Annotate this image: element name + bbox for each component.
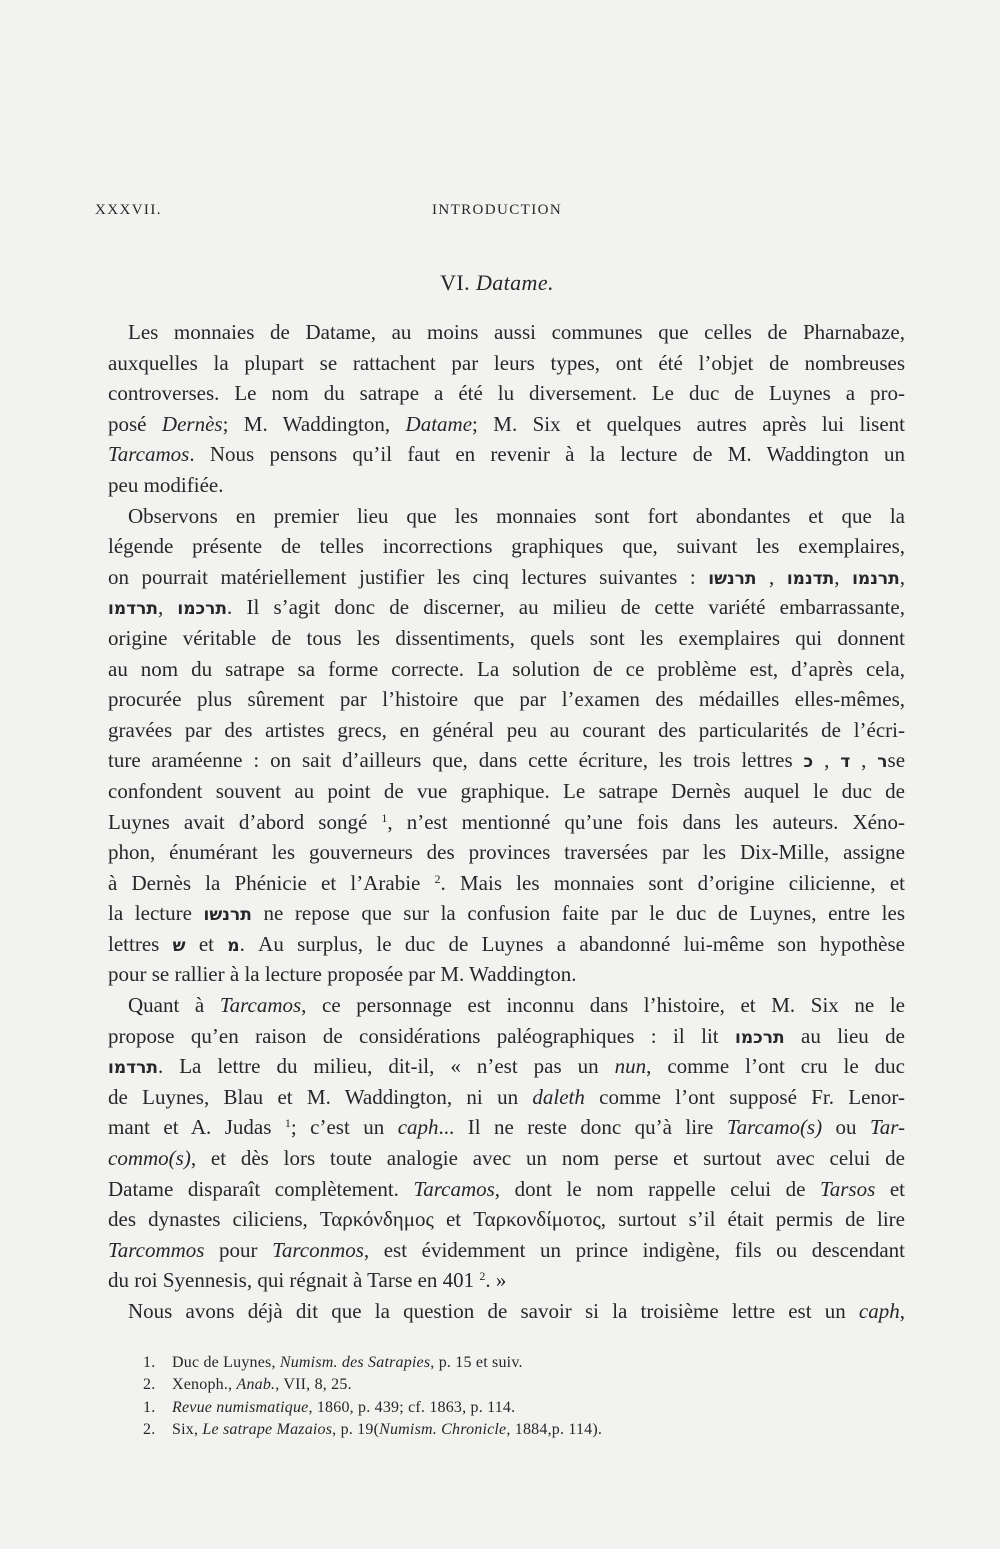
text-run: , (157, 595, 178, 620)
italic-text: Anab. (236, 1376, 276, 1394)
paragraph (108, 1296, 905, 1327)
text-line (108, 592, 905, 623)
text-line (108, 807, 905, 838)
text-run: phon, énumérant les gouverneurs des provinces traversées par les Dix-Mille, assigne (108, 840, 905, 865)
text-line (108, 348, 905, 379)
text-run: mant et A. Judas (108, 1115, 285, 1140)
text-run: comme l’ont supposé Fr. Lenor- (584, 1084, 905, 1109)
text-line (108, 1235, 905, 1266)
text-line (108, 562, 905, 593)
footnote-text (172, 1376, 352, 1393)
text-run: , est évidemment un prince indigène, fils ou descendant (363, 1237, 905, 1262)
italic-text: Tarconmos (272, 1237, 364, 1262)
text-run: , dont le nom rappelle celui de (494, 1176, 820, 1201)
footnote-text (172, 1354, 523, 1371)
text-run: Six, (172, 1421, 203, 1439)
text-line (108, 990, 905, 1021)
footnote-reference: 2 (434, 871, 441, 886)
italic-text: Revue numismatique (172, 1398, 309, 1416)
footnote-reference: 2 (479, 1269, 486, 1284)
text-line (108, 1174, 905, 1205)
italic-text: nun (614, 1054, 647, 1079)
footnote (143, 1352, 602, 1374)
text-line (108, 715, 905, 746)
text-line (108, 1051, 905, 1082)
text-run: , (813, 748, 841, 773)
hebrew-word: תרנמו (852, 568, 900, 589)
text-run: ture araméenne : on sait d’ailleurs que, dans cette écriture, les trois lettres (108, 748, 804, 773)
text-line (108, 378, 905, 409)
text-line (108, 1265, 905, 1296)
body-text (108, 317, 905, 1327)
italic-text: Datame (405, 411, 473, 436)
text-line (108, 317, 905, 348)
text-line (108, 868, 905, 899)
text-line (108, 837, 905, 868)
text-run: Nous avons déjà dit que la question de savoir si la troisième lettre est un (128, 1299, 859, 1323)
text-run: au lieu de (784, 1023, 905, 1048)
text-run: légende présente de telles incorrections graphiques que, suivant les exemplaires, (108, 534, 905, 559)
footnote-number: 2. (143, 1421, 156, 1439)
footnote-number: 2. (143, 1376, 156, 1394)
text-run: , 1860, p. 439; cf. 1863, p. 114. (308, 1398, 516, 1416)
text-line (108, 684, 905, 715)
text-run: , p. 15 et suiv. (430, 1354, 523, 1371)
italic-text: Dernès (161, 411, 223, 436)
italic-text: Tarcamos (108, 442, 190, 467)
text-run: pour se rallier à la lecture proposée par M. Waddington. (108, 962, 577, 987)
text-run: Datame disparaît complètement. (108, 1176, 414, 1201)
footnote-text (172, 1421, 602, 1438)
text-line (108, 776, 905, 807)
text-line (108, 1296, 905, 1327)
hebrew-word: ד (840, 752, 851, 773)
text-run: , ce personnage est inconnu dans l’histoire, et M. Six ne le (301, 993, 905, 1018)
text-run: Les monnaies de Datame, au moins aussi communes que celles de Pharnabaze, (128, 320, 905, 344)
text-line (108, 623, 905, 654)
text-run: à Dernès la Phénicie et l’Arabie (108, 870, 435, 895)
footnote (143, 1397, 602, 1419)
italic-text: caph (858, 1299, 900, 1323)
italic-text: Tarcamos (413, 1176, 495, 1201)
text-run: controverses. Le nom du satrape a été lu diversement. Le duc de Luynes a pro- (108, 381, 905, 406)
text-line (108, 1021, 905, 1052)
text-run: ; c’est un (290, 1115, 398, 1140)
text-run: . Mais les monnaies sont d’origine cilicienne, et (440, 870, 905, 895)
paragraph (108, 501, 905, 991)
hebrew-word: תרנשו (708, 568, 757, 589)
text-run: ne repose que sur la confusion faite par le duc de Luynes, entre les (251, 901, 906, 926)
italic-text: Numism. des Satrapies (279, 1354, 431, 1371)
text-run: . Il s’agit donc de discerner, au milieu de cette variété embarrassante, (227, 595, 905, 620)
page-number: XXXVII. (95, 202, 162, 218)
text-line (108, 1143, 905, 1174)
text-line (108, 1082, 905, 1113)
paragraph (108, 990, 905, 1296)
italic-text: Tarcamo(s) (726, 1115, 823, 1140)
text-run: on pourrait matériellement justifier les cinq lectures suivantes : (108, 564, 709, 589)
text-run: , 1884,p. 114). (506, 1421, 603, 1439)
text-run: propose qu’en raison de considérations paléographiques : il lit (108, 1023, 736, 1048)
text-run: , (899, 564, 906, 589)
hebrew-word: תרנשו (203, 905, 252, 926)
text-run: , comme l’ont cru le duc (646, 1054, 906, 1079)
text-run: ... Il ne reste donc qu’à lire (438, 1115, 727, 1140)
text-run: ; M. Waddington, (222, 411, 406, 436)
text-run: auxquelles la plupart se rattachent par leurs types, ont été l’objet de nombreuses (108, 350, 905, 375)
text-run: . » (485, 1268, 507, 1293)
footnote-reference: 1 (381, 810, 388, 825)
text-run: posé (108, 411, 162, 436)
italic-text: commo(s) (108, 1146, 191, 1171)
footnote-number: 1. (143, 1398, 156, 1416)
section-number: VI. (440, 270, 471, 295)
text-run: , (756, 564, 787, 589)
text-run: du roi Syennesis, qui régnait à Tarse en 401 (108, 1268, 480, 1293)
hebrew-word: כ (803, 752, 814, 773)
text-line (108, 959, 905, 990)
italic-text: Tarcommos (108, 1237, 205, 1262)
text-run: de Luynes, Blau et M. Waddington, ni un (108, 1084, 533, 1109)
text-line (108, 898, 905, 929)
text-run: , VII, 8, 25. (275, 1376, 352, 1394)
text-line (108, 654, 905, 685)
text-run: . La lettre du milieu, dit-il, « n’est pas un (157, 1054, 615, 1079)
hebrew-word: ר (877, 752, 888, 773)
hebrew-word: מ (227, 935, 240, 956)
text-run: Duc de Luynes, (172, 1354, 280, 1371)
italic-text: Numism. Chronicle (379, 1421, 507, 1439)
footnote (143, 1374, 602, 1396)
text-run: Xenoph., (172, 1376, 237, 1394)
text-run: au nom du satrape sa forme correcte. La solution de ce problème est, d’après cela, (108, 656, 905, 681)
text-run: et (185, 931, 228, 956)
italic-text: Tar- (870, 1115, 906, 1140)
section-heading (300, 269, 694, 297)
text-run: la lecture (108, 901, 204, 926)
text-run: pour (204, 1237, 273, 1262)
text-run: , n’est mentionné qu’une fois dans les auteurs. Xéno- (387, 809, 905, 834)
text-run: confondent souvent au point de vue graphique. Le satrape Dernès auquel le duc de (108, 778, 905, 803)
hebrew-word: תרדמו (108, 1058, 158, 1079)
italic-text: Tarsos (820, 1176, 876, 1201)
running-header (0, 200, 1000, 222)
text-run: , (899, 1299, 905, 1323)
italic-text: Tarcamos (219, 993, 302, 1018)
text-run: gravées par des artistes grecs, en général peu au courant des particularités de l’écri- (108, 717, 905, 742)
text-line (108, 745, 905, 776)
text-line (108, 1112, 905, 1143)
hebrew-word: תרכמו (177, 599, 228, 620)
text-run: , (834, 564, 853, 589)
text-run: peu modifiée. (108, 472, 224, 497)
text-run: . Au surplus, le duc de Luynes a abandonné lui-même son hypothèse (239, 931, 905, 956)
italic-text: Le satrape Mazaios (202, 1421, 333, 1439)
text-run: . Nous pensons qu’il faut en revenir à la lecture de M. Waddington un (189, 442, 905, 467)
text-line (108, 439, 905, 470)
footnote-text (172, 1399, 515, 1416)
text-run: origine véritable de tous les dissentiments, quels sont les exemplaires qui donnent (108, 625, 905, 650)
text-run: Luynes avait d’abord songé (108, 809, 382, 834)
text-run: des dynastes ciliciens, Ταρκόνδημος et Ταρκονδίμοτος, surtout s’il était permis de lire (108, 1207, 905, 1232)
text-line (108, 470, 905, 501)
hebrew-word: תרכמו (735, 1027, 785, 1048)
footnotes (143, 1352, 602, 1442)
text-line (108, 929, 905, 960)
text-run: se (887, 748, 906, 773)
running-title: INTRODUCTION (431, 202, 563, 218)
footnote (143, 1419, 602, 1441)
italic-text: caph (397, 1115, 439, 1140)
section-title: Datame. (475, 270, 554, 295)
text-run: procurée plus sûrement par l’histoire que par l’examen des médailles elles-mêmes, (108, 687, 905, 712)
text-run: , (850, 748, 878, 773)
text-run: Observons en premier lieu que les monnaies sont fort abondantes et que la (128, 503, 905, 528)
paragraph (108, 317, 905, 501)
footnote-reference: 1 (284, 1116, 291, 1131)
text-line (108, 409, 905, 440)
text-run: ; M. Six et quelques autres après lui lisent (472, 411, 905, 436)
italic-text: daleth (532, 1084, 585, 1109)
hebrew-word: תדנמו (786, 568, 835, 589)
text-run: , p. 19( (332, 1421, 380, 1439)
text-line (108, 501, 905, 532)
hebrew-word: תרדמו (108, 599, 158, 620)
text-line (108, 531, 905, 562)
text-line (108, 1204, 905, 1235)
text-run: et (875, 1176, 905, 1201)
text-run: ou (822, 1115, 871, 1140)
text-run: lettres (108, 931, 173, 956)
text-run: , et dès lors toute analogie avec un nom perse et surtout avec celui de (190, 1146, 905, 1171)
hebrew-word: ש (172, 935, 186, 956)
footnote-number: 1. (143, 1354, 156, 1371)
text-run: Quant à (128, 993, 220, 1018)
